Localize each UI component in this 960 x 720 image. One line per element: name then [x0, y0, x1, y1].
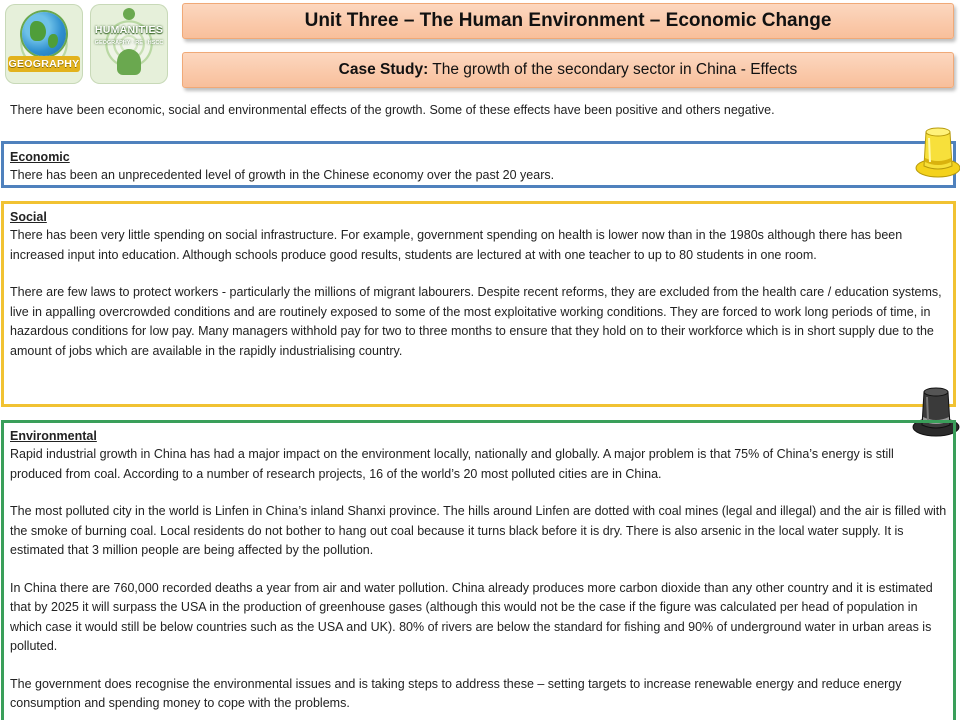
yellow-thinking-hat-icon — [915, 122, 960, 180]
geography-logo — [5, 4, 83, 84]
economic-heading: Economic — [10, 150, 70, 164]
environmental-paragraph: Rapid industrial growth in China has had a major impact on the environment locally, nationally and globally. A major problem is that 75% of China’s energy is still produced from coal. According to a number of research projects, 16 of the world’s 20 most polluted cities are in China. — [10, 447, 894, 481]
case-study-label: Case Study: — [338, 61, 429, 78]
environmental-paragraph: The government does recognise the environmental issues and is taking steps to address these – setting targets to increase renewable energy and reduce energy consumption and spending money to cope with the problems. — [10, 676, 902, 710]
social-paragraph: There has been very little spending on social infrastructure. For example, government spending on health is lower now than in the 1980s although there has been increased input into education. Although schools produce good results, students are lectured at with one teacher to up to 80 students in one room. — [10, 228, 903, 262]
humanities-logo — [90, 4, 168, 84]
economic-section — [1, 141, 956, 188]
humanities-logo-sublabel: GEOGRAPHY · RE · HSCC — [94, 40, 164, 46]
social-section — [1, 201, 956, 407]
environmental-paragraph: The most polluted city in the world is Linfen in China’s inland Shanxi province. The hills around Linfen are dotted with coal mines (legal and illegal) and the air is filled with the smoke of burning coal. Local residents do not bother to hang out coal because it turns black before it is dry. There is also arsenic in the local water supply. It is estimated that 3 million people are being affected by the pollution. — [10, 504, 947, 557]
case-study-banner — [182, 52, 954, 88]
person-head-icon — [123, 8, 135, 20]
economic-paragraph: There has been an unprecedented level of growth in the Chinese economy over the past 20 years. — [10, 168, 555, 182]
environmental-section — [1, 420, 956, 720]
environmental-paragraph: In China there are 760,000 recorded deaths a year from air and water pollution. China already produces more carbon dioxide than any other country and it is estimated that by 2025 it will surpass the USA in the production of greenhouse gases (although this would not be the case if the figure was calculated per head of population in which case it would still be below countries such as the USA and UK). 80% of rivers are below the standard for fishing and 90% of underground water in urban areas is polluted. — [10, 580, 933, 653]
social-heading: Social — [10, 210, 47, 224]
social-paragraph: There are few laws to protect workers - particularly the millions of migrant labourers. Despite recent reforms, they are excluded from the health care / education systems, live in appalling overcrowded conditions and are routinely exposed to some of the most exploitative working conditions. They are forced to work long periods of time, in hazardous conditions for low pay. Many managers withhold pay for two to three months to ensure that they hold on to their workforce which is in short supply due to the amount of jobs which are available in the rapidly industrialising country. — [10, 285, 942, 358]
intro-text: There have been economic, social and environmental effects of the growth. Some of these effects have been positive and others negative. — [10, 103, 775, 117]
humanities-logo-label: HUMANITIES — [94, 24, 164, 36]
page-title: Unit Three – The Human Environment – Economic Change — [182, 3, 954, 39]
geography-logo-label: GEOGRAPHY — [8, 58, 80, 70]
globe-icon — [22, 12, 66, 56]
environmental-heading: Environmental — [10, 429, 97, 443]
case-study-title: The growth of the secondary sector in China - Effects — [428, 61, 798, 78]
person-body-icon — [117, 49, 141, 75]
